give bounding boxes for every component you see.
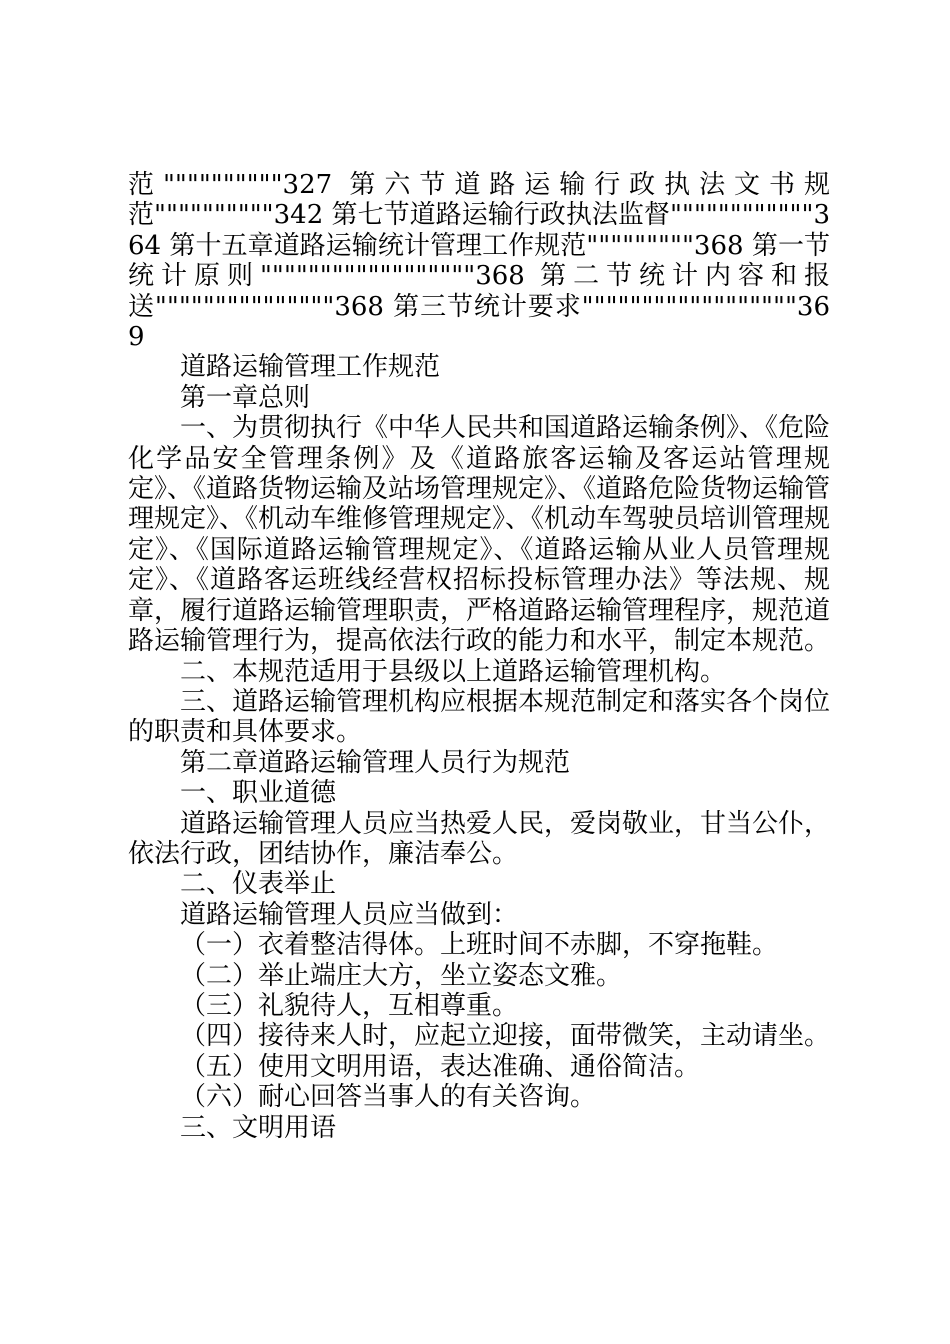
- list-item: （六）耐心回答当事人的有关咨询。: [180, 1082, 597, 1113]
- document-page: [128, 170, 830, 1143]
- chapter-1-title: 第一章总则: [180, 382, 311, 413]
- list-item: （三）礼貌待人，互相尊重。: [180, 990, 519, 1021]
- section-appearance-intro: 道路运输管理人员应当做到：: [180, 899, 519, 930]
- section-professional-ethics-text: 道路运输管理人员应当热爱人民，爱岗敬业，甘当公仆，依法行政，团结协作，廉洁奉公。: [128, 808, 831, 869]
- table-of-contents-tail: 范""""""""""327 第六节道路运输行政执法文书规范""""""""""342 第七节道路运输行政执法监督""""""""""""364 第十五章道路运输统计管理工作规范"""""""""368 第一节统计原则""""""""""""""""""368 第二节统计内容和报送"""""""""""""""368 第三节统计要求""""""""""""""""""369: [128, 170, 830, 353]
- section-civil-language-title: 三、文明用语: [180, 1112, 337, 1143]
- list-item: （二）举止端庄大方，坐立姿态文雅。: [180, 960, 623, 991]
- chapter-1-article-2: 二、本规范适用于县级以上道路运输管理机构。: [180, 656, 727, 687]
- section-appearance-title: 二、仪表举止: [180, 869, 337, 900]
- list-item: （五）使用文明用语，表达准确、通俗简洁。: [180, 1051, 701, 1082]
- chapter-2-title: 第二章道路运输管理人员行为规范: [180, 747, 571, 778]
- chapter-1-article-1: 一、为贯彻执行《中华人民共和国道路运输条例》、《危险化学品安全管理条例》及《道路旅客运输及客运站管理规定》、《道路货物运输及站场管理规定》、《道路危险货物运输管理规定》、《机动车维修管理规定》、《机动车驾驶员培训管理规定》、《国际道路运输管理规定》、《道路运输从业人员管理规定》、《道路客运班线经营权招标投标管理办法》等法规、规章，履行道路运输管理职责，严格道路运输管理程序，规范道路运输管理行为，提高依法行政的能力和水平，制定本规范。: [128, 413, 831, 657]
- document-title: 道路运输管理工作规范: [180, 352, 441, 383]
- section-professional-ethics-title: 一、职业道德: [180, 778, 337, 809]
- chapter-1-article-3: 三、道路运输管理机构应根据本规范制定和落实各个岗位的职责和具体要求。: [128, 686, 831, 748]
- list-item: （四）接待来人时，应起立迎接，面带微笑，主动请坐。: [180, 1021, 831, 1052]
- list-item: （一）衣着整洁得体。上班时间不赤脚，不穿拖鞋。: [180, 930, 779, 961]
